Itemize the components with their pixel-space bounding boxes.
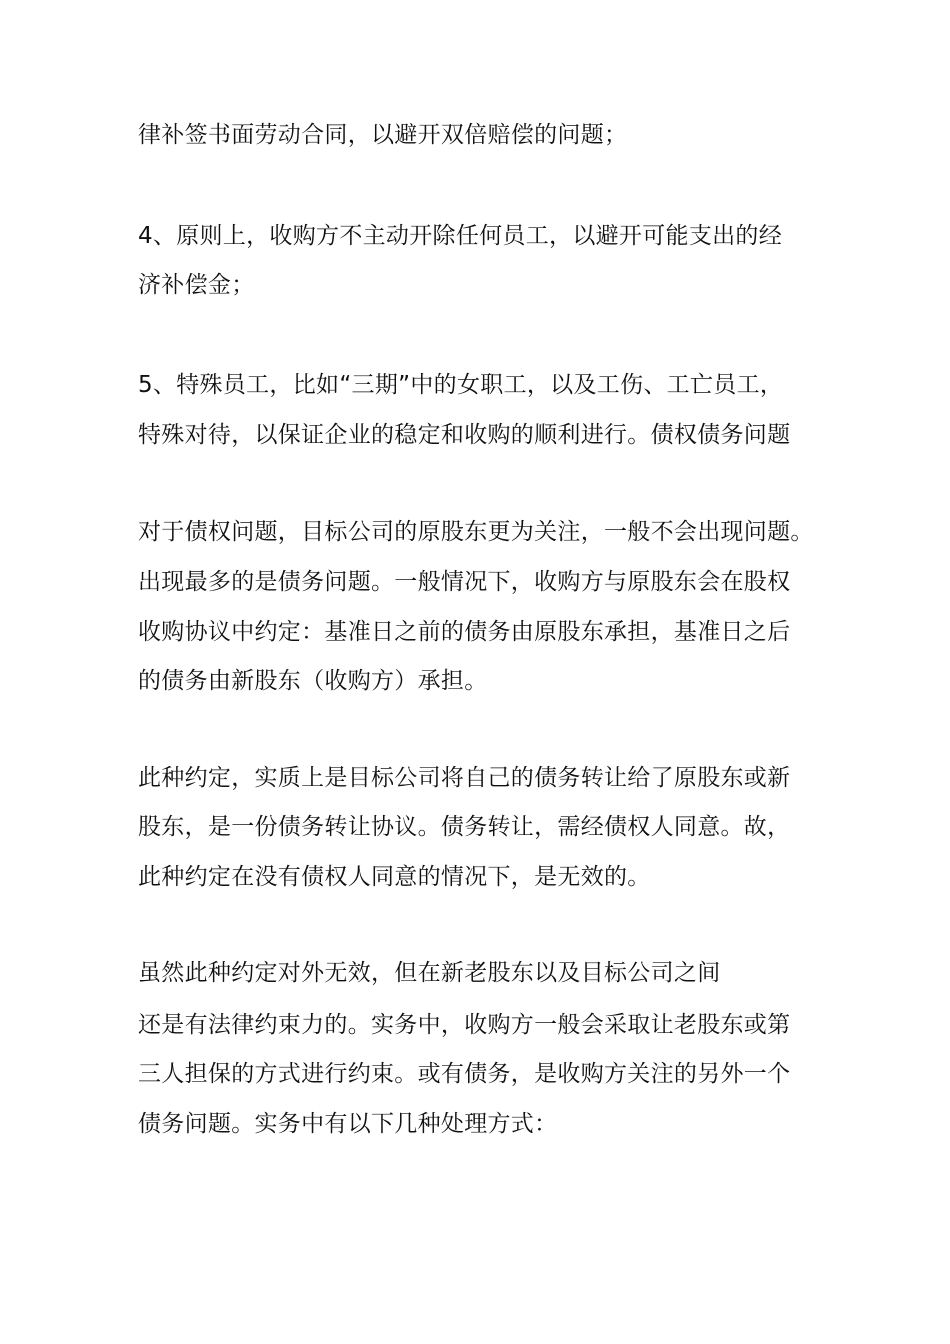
text-line: 的债务由新股东（收购方）承担。 <box>138 668 488 694</box>
text-line: 三人担保的方式进行约束。或有债务，是收购方关注的另外一个 <box>138 1061 791 1087</box>
text-line: 特殊对待，以保证企业的稳定和收购的顺利进行。债权债务问题 <box>138 422 791 448</box>
text-line: 此种约定在没有债权人同意的情况下，是无效的。 <box>138 864 651 890</box>
text-line: 此种约定，实质上是目标公司将自己的债务转让给了原股东或新 <box>138 765 791 791</box>
text-line: 收购协议中约定：基准日之前的债务由原股东承担，基准日之后 <box>138 619 791 645</box>
text-line: 债务问题。实务中有以下几种处理方式： <box>138 1111 558 1137</box>
text-line: 4、原则上，收购方不主动开除任何员工，以避开可能支出的经 <box>138 223 783 249</box>
text-line: 对于债权问题，目标公司的原股东更为关注，一般不会出现问题。 <box>138 519 814 545</box>
text-line: 济补偿金； <box>138 272 255 298</box>
text-line: 虽然此种约定对外无效，但在新老股东以及目标公司之间 <box>138 960 721 986</box>
text-line: 出现最多的是债务问题。一般情况下，收购方与原股东会在股权 <box>138 569 791 595</box>
text-line: 还是有法律约束力的。实务中，收购方一般会采取让老股东或第 <box>138 1012 791 1038</box>
text-line: 律补签书面劳动合同，以避开双倍赔偿的问题； <box>138 122 628 148</box>
text-line: 5、特殊员工，比如“三期”中的女职工，以及工伤、工亡员工， <box>138 372 784 398</box>
text-line: 股东，是一份债务转让协议。债务转让，需经债权人同意。故， <box>138 814 791 840</box>
